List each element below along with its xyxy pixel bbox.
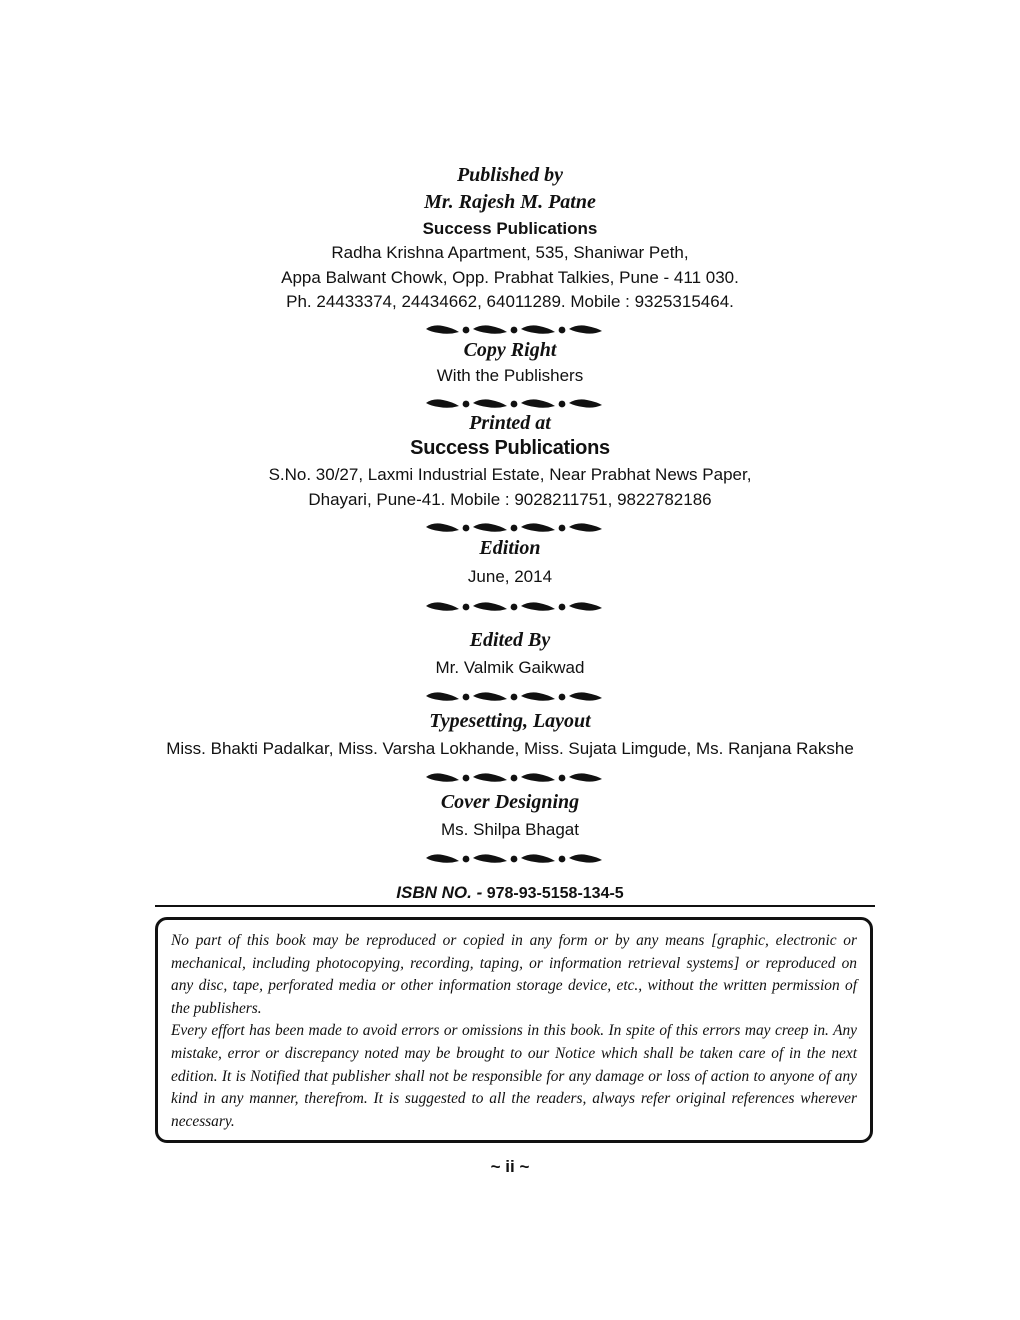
edited-by-heading: Edited By [469,629,551,651]
isbn-value: 978-93-5158-134-5 [482,885,624,902]
ornament-divider [425,600,603,614]
printer-company: Success Publications [410,437,610,459]
cover-designing-heading: Cover Designing [440,791,580,813]
ornament-divider [425,771,603,785]
page-number: ~ ii ~ [490,1157,530,1176]
horizontal-rule [155,905,875,907]
publisher-phone: Ph. 24433374, 24434662, 64011289. Mobile : 9325315464. [286,292,734,311]
notice-paragraph-reproduction: No part of this book may be reproduced or copied in any form or by any means [graphic, electronic or mechanical, including photocopying, recording, taping, or information retrieval systems] or reproduced on any disc, tape, perforated media or other information storage device, etc., without the written permission of the publishers. [171,932,857,1017]
ornament-divider [425,323,603,337]
copyright-notice-box [155,917,873,1143]
isbn-line [0,883,1020,903]
notice-paragraph-errors: Every effort has been made to avoid errors or omissions in this book. In spite of this errors may creep in. Any mistake, error or discrepancy noted may be brought to our Notice which shall be taken care of in the next edition. It is Notified that publisher shall not be responsible for any damage or loss of action to anyone of any kind in any manner, therefrom. It is suggested to all the readers, always refer original references wherever necessary. [171,1022,857,1130]
typesetting-heading: Typesetting, Layout [429,710,591,732]
ornament-divider [425,397,603,411]
edition-heading: Edition [479,537,541,559]
ornament-divider [425,690,603,704]
isbn-label: ISBN NO. - [396,883,483,902]
editor-name: Mr. Valmik Gaikwad [435,658,585,677]
edition-text: June, 2014 [467,567,553,586]
printed-at-heading: Printed at [469,412,551,434]
typesetting-names: Miss. Bhakti Padalkar, Miss. Varsha Lokhande, Miss. Sujata Limgude, Ms. Ranjana Rakshe [166,739,854,758]
ornament-divider [425,852,603,866]
printer-address-line-1: S.No. 30/27, Laxmi Industrial Estate, Near Prabhat News Paper, [268,465,752,484]
publisher-name: Mr. Rajesh M. Patne [424,191,596,213]
cover-designer-name: Ms. Shilpa Bhagat [441,820,579,839]
copyright-heading: Copy Right [463,339,557,361]
publisher-address-line-1: Radha Krishna Apartment, 535, Shaniwar Peth, [331,243,689,262]
copyright-text: With the Publishers [436,366,584,385]
printer-address-line-2: Dhayari, Pune-41. Mobile : 9028211751, 9822782186 [308,490,712,509]
publisher-address-line-2: Appa Balwant Chowk, Opp. Prabhat Talkies, Pune - 411 030. [281,268,739,287]
published-by-heading: Published by [456,164,564,186]
ornament-divider [425,521,603,535]
publisher-company: Success Publications [422,219,598,238]
